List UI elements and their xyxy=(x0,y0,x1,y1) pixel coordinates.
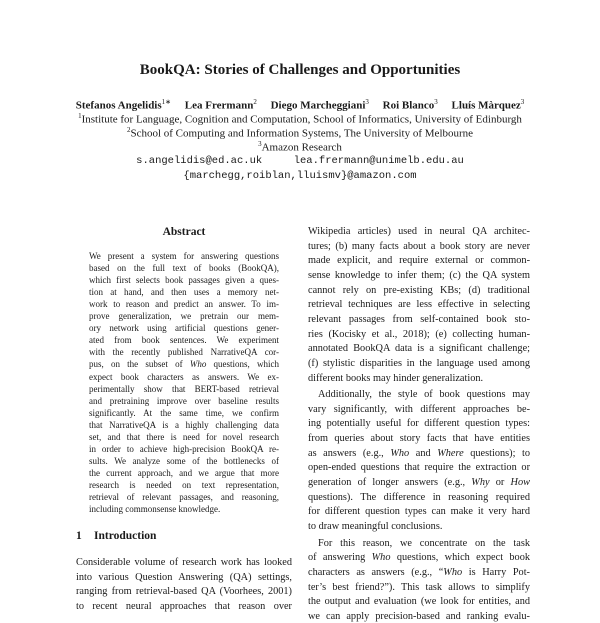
right-column-line: as answers (e.g., Who and Where questions); to xyxy=(308,447,531,459)
abstract-line: work to reason and predict an answer. To im- xyxy=(89,299,279,310)
right-column-line: characters as answers (e.g., “Who is Harry Pot- xyxy=(308,566,530,578)
right-column-line: generation of longer answers (e.g., Why or How xyxy=(308,477,530,489)
right-column-line: tures; (b) many facts about a book story are never xyxy=(308,240,530,252)
right-column-line: for different question types can make it very hard xyxy=(308,506,530,518)
section-number: 1 xyxy=(76,530,82,542)
email-line: s.angelidis@ed.ac.uk lea.frermann@unimelb.edu.au xyxy=(136,155,464,167)
affiliation xyxy=(0,112,600,126)
abstract-line: expect book characters as answers. We ex- xyxy=(89,371,279,382)
paper-title: BookQA: Stories of Challenges and Opportunities xyxy=(139,62,461,78)
section-title: Introduction xyxy=(94,530,157,542)
author-affiliation-mark: 3 xyxy=(365,98,369,106)
right-column-line: retrieval techniques are less effective in selecting xyxy=(308,299,530,311)
abstract-line: retrieval of relevant passages, and reasoning, xyxy=(89,492,279,502)
affiliation-text: Institute for Language, Cognition and Computation, School of Informatics, University of Edinburgh xyxy=(81,113,522,126)
abstract-line: research is needed on text representation, xyxy=(89,479,279,490)
email-line: {marchegg,roiblan,lluismv}@amazon.com xyxy=(183,170,417,182)
author-list xyxy=(0,98,600,112)
right-column-line: we can apply precision-based and ranking evalu- xyxy=(308,610,530,622)
affiliation-mark: 1 xyxy=(78,112,82,120)
right-column-line: ing potentially useful for different question types: xyxy=(308,418,530,430)
author-affiliation-mark: 3 xyxy=(520,98,525,106)
author-name: Stefanos Angelidis xyxy=(75,99,162,112)
abstract-line: that NarrativeQA is a highly challenging data xyxy=(89,419,279,430)
right-column-line: Wikipedia articles) used in neural QA architec- xyxy=(308,226,530,237)
author-affiliation-mark: 3 xyxy=(434,98,438,106)
affiliation-mark: 2 xyxy=(126,126,131,134)
introduction-line: ranging from retrieval-based QA (Voorhees, 2001) xyxy=(76,586,292,598)
abstract-line: based on the full text of books (BookQA), xyxy=(89,263,279,274)
right-column-line: ries (Kocisky et al., 2018); (e) collecting human- xyxy=(308,328,530,340)
abstract-line: and pretraining improve over baseline results xyxy=(89,395,279,406)
section-heading xyxy=(76,530,156,542)
right-column-line: open-ended questions that require the extraction or xyxy=(308,462,530,474)
author-affiliation-mark: 1∗ xyxy=(161,98,172,106)
author-name: Diego Marcheggiani xyxy=(270,99,366,112)
abstract-line: in order to achieve high-precision BookQA re- xyxy=(89,443,279,454)
author-name: Lea Frermann xyxy=(184,99,254,112)
introduction-line: Considerable volume of research work has looked xyxy=(76,557,292,568)
right-column-line: of answering Who questions, which expect book xyxy=(308,552,530,564)
affiliation-mark: 3 xyxy=(258,140,262,148)
right-column-line: ter’s best friend?”). This task allows to simplify xyxy=(308,581,530,593)
right-column-line: questions). The difference in reasoning required xyxy=(308,491,530,503)
abstract-line: ated from book sentences. We experiment xyxy=(89,335,279,346)
right-column-line: annotated BookQA data is a significant challenge; xyxy=(308,343,530,355)
abstract-line: ory network using artificial questions gener- xyxy=(89,323,279,334)
abstract-line: tion at hand, and then uses a memory net- xyxy=(89,287,279,298)
right-column-line: to draw meaningful conclusions. xyxy=(308,521,443,532)
abstract-line: prove generalization, we pretrain our mem- xyxy=(89,311,279,322)
right-column-line: For this reason, we concentrate on the task xyxy=(318,537,530,549)
right-column-line: relevant passages from self-contained book sto- xyxy=(308,313,530,325)
author-affiliation-mark: 2 xyxy=(253,98,257,106)
abstract-line: significantly. At the same time, we confirm xyxy=(89,407,279,418)
right-column-line: (f) stylistic disparities in the language used among xyxy=(308,357,530,369)
abstract-line: pus, on the subset of Who questions, which xyxy=(89,359,280,370)
right-column-line: from queries about story facts that have entities xyxy=(308,433,530,445)
abstract-line: perimentally show that BERT-based retrieval xyxy=(89,383,279,394)
abstract-line: including commonsense knowledge. xyxy=(89,504,221,515)
affiliation-text: School of Computing and Information Systems, The University of Melbourne xyxy=(130,127,474,140)
abstract-line: sults. We analyze some of the bottlenecks of xyxy=(89,455,279,466)
abstract-line: with the recently published NarrativeQA cor- xyxy=(89,347,279,358)
right-column-line: the output and evaluation (we look for entities, and xyxy=(308,596,530,608)
abstract-line: We present a system for answering questions xyxy=(89,251,279,261)
right-column-line: cannot rely on pre-existing KBs; (d) traditional xyxy=(308,284,530,296)
affiliation-text: Amazon Research xyxy=(261,141,342,154)
author-name: Lluís Màrquez xyxy=(451,99,521,112)
right-column-line: Additionally, the style of book questions may xyxy=(318,389,530,401)
abstract-heading: Abstract xyxy=(162,226,206,238)
right-column-line: sense knowledge to infer them; (c) the QA system xyxy=(308,269,530,281)
affiliation xyxy=(0,140,600,154)
abstract-line: set, and that there is need for novel research xyxy=(89,431,279,442)
author-name: Roi Blanco xyxy=(382,99,435,112)
right-column-line: different books may hinder generalization. xyxy=(308,372,484,384)
right-column-line: vary significantly, with different approaches be- xyxy=(308,403,530,415)
introduction-line: to recent neural approaches that reason over xyxy=(76,600,292,612)
introduction-line: into various Question Answering (QA) settings, xyxy=(76,571,292,583)
abstract-line: the current approach, and we argue that more xyxy=(89,467,279,478)
affiliation xyxy=(0,126,600,140)
abstract-line: which first selects book passages given a ques- xyxy=(89,275,279,286)
right-column-line: made explicit, and require external or common- xyxy=(308,255,530,267)
